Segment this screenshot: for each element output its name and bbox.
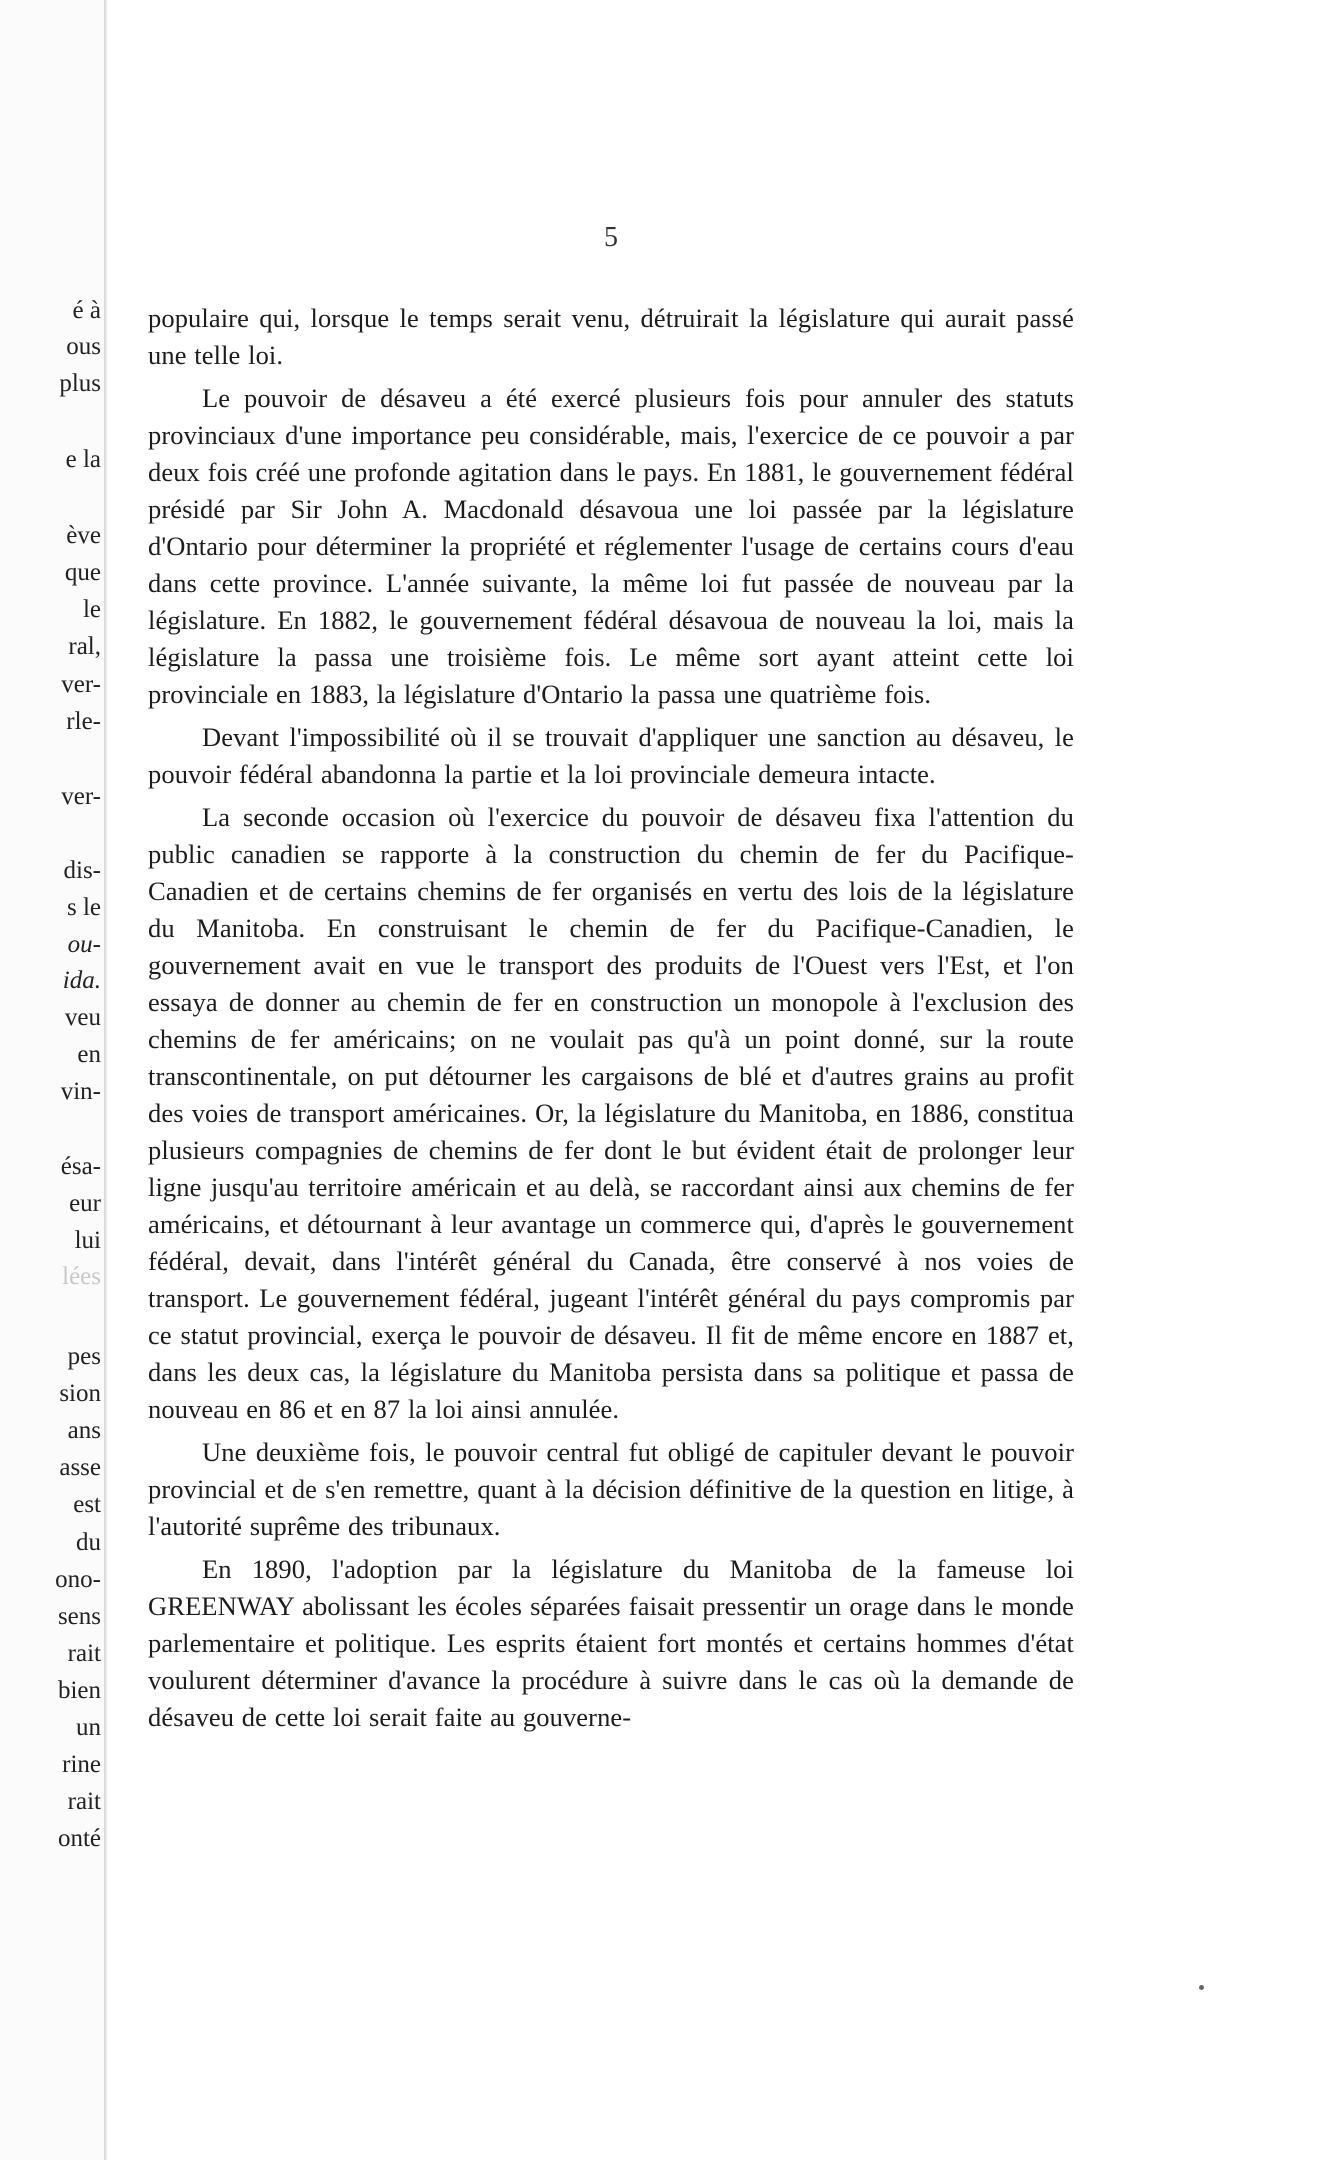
paragraph: populaire qui, lorsque le temps serait venu, détruirait la législature qui aurait passé une telle loi. [148, 303, 1074, 370]
facing-page-fragment: s le [66, 894, 101, 921]
scan-speck [1199, 1985, 1204, 1990]
facing-page-fragment: rine [62, 1751, 101, 1778]
facing-page-fragment: lui [74, 1227, 101, 1254]
facing-page-fragment: ida. [62, 967, 101, 994]
facing-page-fragment: que [64, 559, 101, 586]
facing-page-fragment: le [82, 596, 101, 623]
facing-page-fragment: sens [57, 1603, 101, 1630]
facing-page-fragment: plus [59, 370, 101, 397]
facing-page-fragment: onté [57, 1825, 101, 1852]
book-gutter [104, 0, 107, 2160]
facing-page-fragment: en [77, 1041, 101, 1068]
facing-page-fragment: lées [62, 1263, 101, 1290]
facing-page-fragment: dis- [63, 857, 101, 884]
paragraph: La seconde occasion où l'exercice du pouvoir de désaveu fixa l'attention du public canadien se rapporte à la construction du chemin de fer du Pacifique-Canadien et de certains chemins de fer organisés en vertu des lois de la législature du Manitoba. En construisant le chemin de fer du Pacifique-Canadien, le gouvernement avait en vue le transport des produits de l'Ouest vers l'Est, et l'on essaya de donner au chemin de fer en construction un monopole à l'exclusion des chemins de fer américains; on ne voulait pas qu'à un point donné, sur la route transcontinentale, on put détourner les cargaisons de blé et d'autres grains au profit des voies de transport américaines. Or, la législature du Manitoba, en 1886, constitua plusieurs compagnies de chemins de fer dont le but évident était de prolonger leur ligne jusqu'au territoire américain et au delà, se raccordant ainsi aux chemins de fer américains, et détournant à leur avantage un commerce qui, d'après le gouvernement fédéral, devait, dans l'intérêt général du Canada, être conservé à nos voies de transport. Le gouvernement fédéral, jugeant l'intérêt général du pays compromis par ce statut provincial, exerça le pouvoir de désaveu. Il fit de même encore en 1887 et, dans les deux cas, la législature du Manitoba persista dans sa politique et passa de nouveau en 86 et en 87 la loi ainsi annulée. [148, 802, 1074, 1424]
facing-page-fragment: asse [59, 1454, 101, 1481]
facing-page-fragment: ral, [68, 633, 101, 660]
facing-page-edge [0, 0, 105, 2160]
facing-page-fragment: un [76, 1714, 101, 1741]
paragraph: Devant l'impossibilité où il se trouvait d'appliquer une sanction au désaveu, le pouvoir fédéral abandonna la partie et la loi provinciale demeura intacte. [148, 722, 1074, 789]
facing-page-fragment: bien [57, 1677, 101, 1704]
facing-page-fragment: rait [67, 1788, 101, 1815]
facing-page-fragment: pes [67, 1343, 101, 1370]
facing-page-fragment: est [73, 1491, 101, 1518]
facing-page-fragment: ans [67, 1417, 101, 1444]
body-text [148, 300, 1074, 1742]
facing-page-fragment: du [76, 1529, 101, 1556]
facing-page-fragment: é à [72, 297, 101, 324]
paragraph: Le pouvoir de désaveu a été exercé plusieurs fois pour annuler des statuts provinciaux d'une importance peu considérable, mais, l'exercice de ce pouvoir a par deux fois créé une profonde agitation dans le pays. En 1881, le gouvernement fédéral présidé par Sir John A. Macdonald désavoua une loi passée par la législature d'Ontario pour déterminer la propriété et réglementer l'usage de certains cours d'eau dans cette province. L'année suivante, la même loi fut passée de nouveau par la législature. En 1882, le gouvernement fédéral désavoua de nouveau la loi, mais la législature la passa une troisième fois. Le même sort ayant atteint cette loi provinciale en 1883, la législature d'Ontario la passa une quatrième fois. [148, 383, 1074, 709]
facing-page-fragment: ono- [55, 1566, 101, 1593]
facing-page-fragment: ver- [61, 783, 101, 810]
facing-page-fragment: sion [59, 1380, 101, 1407]
facing-page-fragment: e la [65, 446, 101, 473]
facing-page-fragment: veu [64, 1004, 101, 1031]
paragraph: En 1890, l'adoption par la législature du Manitoba de la fameuse loi GREENWAY abolissant les écoles séparées faisait pressentir un orage dans le monde parlementaire et politique. Les esprits étaient fort montés et certains hommes d'état voulurent déterminer d'avance la procédure à suivre dans le cas où la demande de désaveu de cette loi serait faite au gouverne- [148, 1554, 1074, 1732]
paragraph: Une deuxième fois, le pouvoir central fut obligé de capituler devant le pouvoir provincial et de s'en remettre, quant à la décision définitive de la question en litige, à l'autorité suprême des tribunaux. [148, 1437, 1074, 1541]
facing-page-fragment: ésa- [60, 1153, 101, 1180]
facing-page-fragment: ous [66, 333, 101, 360]
facing-page-fragment: ève [66, 522, 101, 549]
facing-page-fragment: ou- [67, 931, 101, 958]
facing-page-fragment: vin- [60, 1078, 101, 1105]
facing-page-fragment: rait [67, 1640, 101, 1667]
facing-page-fragment: ver- [61, 671, 101, 698]
page-number: 5 [604, 222, 618, 253]
facing-page-fragment: eur [69, 1190, 101, 1217]
facing-page-fragment: rle- [66, 708, 101, 735]
